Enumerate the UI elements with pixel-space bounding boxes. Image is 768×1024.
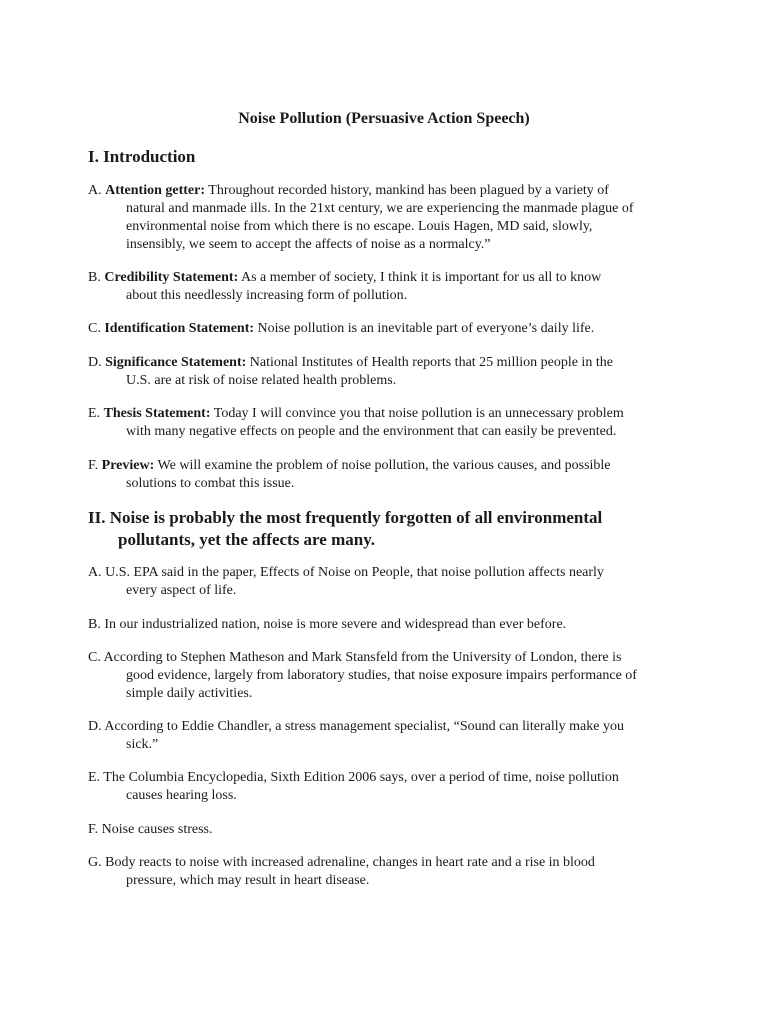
section-heading-text: I. Introduction [88, 147, 196, 166]
item-prefix: D. [88, 355, 106, 370]
item-continuation: simple daily activities. [126, 686, 253, 701]
item-continuation: about this needlessly increasing form of pollution. [126, 288, 408, 303]
item-prefix: F. [88, 458, 102, 473]
item-prefix: A. [88, 183, 106, 198]
item-label: Significance Statement: [105, 355, 247, 370]
item-text: Today I will convince you that noise pollution is an unnecessary problem [210, 406, 624, 421]
item-label: Attention getter: [105, 183, 206, 198]
item-text: B. In our industrialized nation, noise is more severe and widespread than ever before. [88, 617, 567, 632]
list-item-epa [88, 564, 688, 600]
item-continuation: causes hearing loss. [126, 788, 237, 803]
list-item-columbia-encyclopedia [88, 769, 688, 805]
item-text: D. According to Eddie Chandler, a stress management specialist, “Sound can literally make you [88, 719, 624, 734]
list-item-identification-statement [88, 320, 688, 338]
item-continuation: pressure, which may result in heart disease. [126, 873, 370, 888]
item-continuation: sick.” [126, 737, 159, 752]
list-item-eddie-chandler [88, 718, 688, 754]
list-item-thesis-statement [88, 405, 688, 441]
item-prefix: C. [88, 321, 105, 336]
section-heading-text: II. Noise is probably the most frequently forgotten of all environmental [88, 508, 603, 527]
item-text: E. The Columbia Encyclopedia, Sixth Edition 2006 says, over a period of time, noise pollution [88, 770, 619, 785]
item-text: G. Body reacts to noise with increased adrenaline, changes in heart rate and a rise in blood [88, 855, 595, 870]
item-label: Preview: [101, 458, 155, 473]
item-continuation: U.S. are at risk of noise related health problems. [126, 373, 397, 388]
item-text: National Institutes of Health reports that 25 million people in the [246, 355, 613, 370]
list-item-preview [88, 457, 688, 493]
list-item-credibility-statement [88, 269, 688, 305]
item-text: As a member of society, I think it is important for us all to know [238, 270, 602, 285]
item-text: We will examine the problem of noise pollution, the various causes, and possible [154, 458, 611, 473]
item-continuation: environmental noise from which there is no escape. Louis Hagen, MD said, slowly, [126, 219, 593, 234]
document-title: Noise Pollution (Persuasive Action Speech) [238, 110, 530, 127]
item-label: Identification Statement: [104, 321, 255, 336]
list-item-noise-stress [88, 821, 688, 839]
item-continuation: every aspect of life. [126, 583, 237, 598]
section-heading-introduction [88, 146, 688, 168]
item-label: Credibility Statement: [104, 270, 239, 285]
list-item-body-reacts [88, 854, 688, 890]
item-continuation: good evidence, largely from laboratory studies, that noise exposure impairs performance of [126, 668, 637, 683]
item-prefix: E. [88, 406, 104, 421]
item-prefix: B. [88, 270, 105, 285]
item-text: C. According to Stephen Matheson and Mark Stansfeld from the University of London, there is [88, 650, 622, 665]
item-continuation: insensibly, we seem to accept the affects of noise as a normalcy.” [126, 237, 491, 252]
list-item-industrialized-nation [88, 616, 688, 634]
item-text: F. Noise causes stress. [88, 822, 213, 837]
list-item-attention-getter [88, 182, 688, 254]
item-text: Noise pollution is an inevitable part of everyone’s daily life. [254, 321, 595, 336]
list-item-significance-statement [88, 354, 688, 390]
item-continuation: solutions to combat this issue. [126, 476, 295, 491]
section-heading-noise-forgotten [88, 507, 688, 551]
item-continuation: natural and manmade ills. In the 21xt century, we are experiencing the manmade plague of [126, 201, 634, 216]
item-continuation: with many negative effects on people and the environment that can easily be prevented. [126, 424, 617, 439]
section-heading-continuation: pollutants, yet the affects are many. [118, 530, 376, 549]
item-label: Thesis Statement: [103, 406, 211, 421]
item-text: A. U.S. EPA said in the paper, Effects of Noise on People, that noise pollution affects nearly [88, 565, 604, 580]
item-text: Throughout recorded history, mankind has been plagued by a variety of [205, 183, 609, 198]
list-item-matheson-stansfeld [88, 649, 688, 703]
